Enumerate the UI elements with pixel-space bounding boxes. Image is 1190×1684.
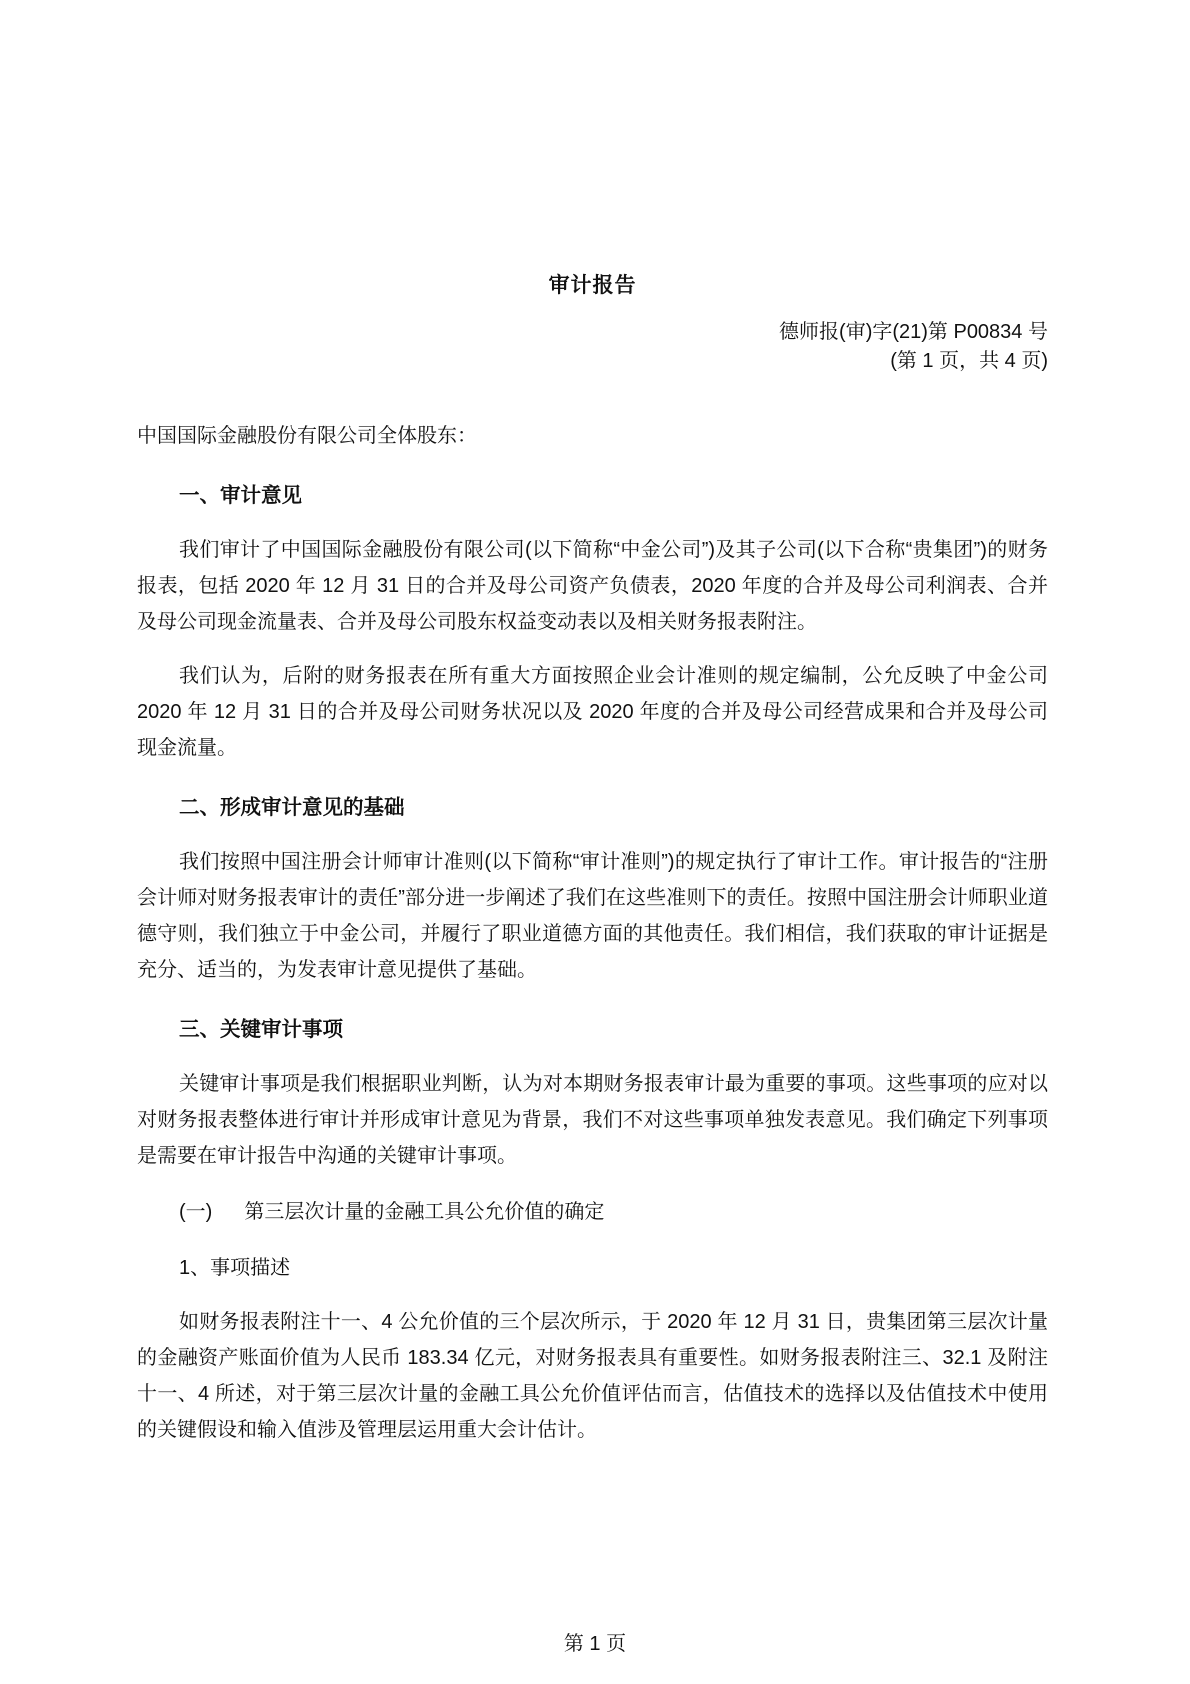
paragraph-basis-for-opinion-1: 我们按照中国注册会计师审计准则(以下简称“审计准则”)的规定执行了审计工作。审计报告的“注册会计师对财务报表审计的责任”部分进一步阐述了我们在这些准则下的责任。按照中国注册会计师职业道德守则，我们独立于中金公司，并履行了职业道德方面的其他责任。我们相信，我们获取的审计证据是充分、适当的，为发表审计意见提供了基础。 bbox=[137, 851, 1048, 981]
report-page-info: (第 1 页，共 4 页) bbox=[890, 350, 1048, 372]
paragraph-key-audit-matters-1: 关键审计事项是我们根据职业判断，认为对本期财务报表审计最为重要的事项。这些事项的应对以对财务报表整体进行审计并形成审计意见为背景，我们不对这些事项单独发表意见。我们确定下列事项是需要在审计报告中沟通的关键审计事项。 bbox=[137, 1073, 1048, 1167]
section-heading-basis-for-opinion: 二、形成审计意见的基础 bbox=[179, 796, 405, 819]
section-heading-key-audit-matters: 三、关键审计事项 bbox=[179, 1018, 343, 1041]
key-audit-matter-item-1 bbox=[137, 1194, 1048, 1230]
page-number-footer: 第 1 页 bbox=[563, 1633, 627, 1655]
paragraph-audit-opinion-1: 我们审计了中国国际金融股份有限公司(以下简称“中金公司”)及其子公司(以下合称“贵集团”)的财务报表，包括 2020 年 12 月 31 日的合并及母公司资产负债表，2020 年度的合并及母公司利润表、合并及母公司现金流量表、合并及母公司股东权益变动表以及相关财务报表附注。 bbox=[137, 539, 1048, 633]
report-reference-number: 德师报(审)字(21)第 P00834 号 bbox=[779, 321, 1048, 343]
section-heading-audit-opinion: 一、审计意见 bbox=[179, 484, 302, 507]
addressee-line: 中国国际金融股份有限公司全体股东： bbox=[137, 425, 477, 447]
document-title: 审计报告 bbox=[548, 274, 637, 297]
subheading-matter-description: 1、事项描述 bbox=[179, 1257, 291, 1279]
key-audit-matter-item-1-title: 第三层次计量的金融工具公允价值的确定 bbox=[244, 1201, 605, 1223]
paragraph-matter-description-1: 如财务报表附注十一、4 公允价值的三个层次所示，于 2020 年 12 月 31 日，贵集团第三层次计量的金融资产账面价值为人民币 183.34 亿元，对财务报表具有重要性。如财务报表附注三、32.1 及附注十一、4 所述，对于第三层次计量的金融工具公允价值评估而言，估值技术的选择以及估值技术中使用的关键假设和输入值涉及管理层运用重大会计估计。 bbox=[137, 1311, 1048, 1441]
report-reference-block bbox=[137, 318, 1048, 376]
key-audit-matter-item-1-label: (一) bbox=[179, 1201, 213, 1223]
paragraph-audit-opinion-2: 我们认为，后附的财务报表在所有重大方面按照企业会计准则的规定编制，公允反映了中金公司 2020 年 12 月 31 日的合并及母公司财务状况以及 2020 年度的合并及母公司经营成果和合并及母公司现金流量。 bbox=[137, 665, 1048, 759]
